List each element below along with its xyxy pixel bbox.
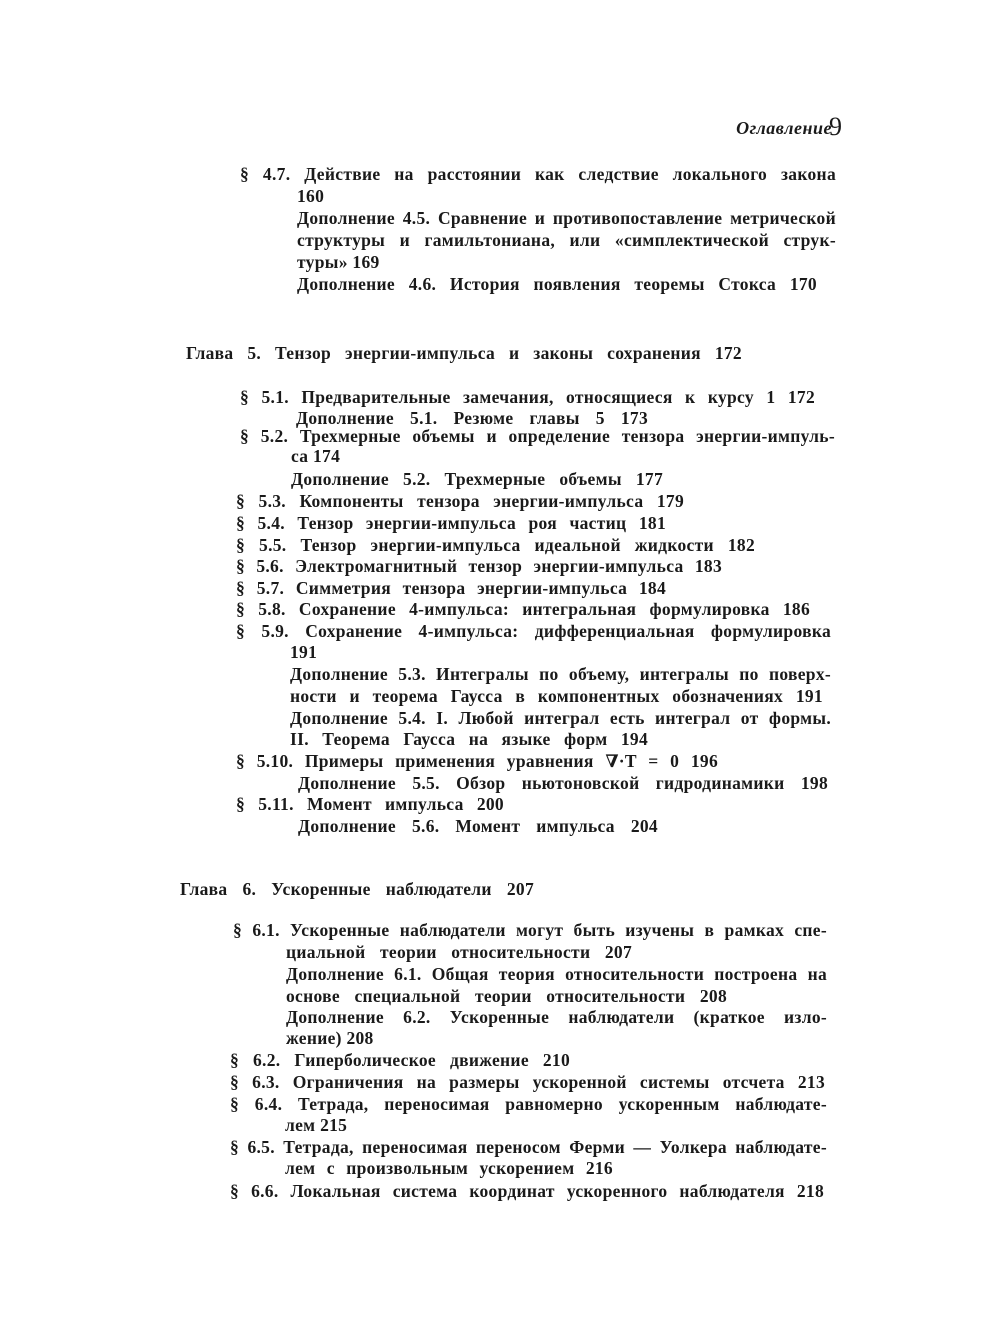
add-5-3-line-1: Дополнение 5.3. Интегралы по объему, интегралы по поверх- bbox=[290, 664, 831, 684]
sec-4-7-line-2: 160 bbox=[297, 186, 325, 206]
sec-5-10-line-1: § 5.10. Примеры применения уравнения ∇·T = 0 196 bbox=[236, 751, 718, 771]
sec-5-1-line-1: § 5.1. Предварительные замечания, относящиеся к курсу 1 172 bbox=[240, 387, 815, 407]
add-6-2-line-2: жение) 208 bbox=[286, 1028, 374, 1048]
add-6-2-line-1: Дополнение 6.2. Ускоренные наблюдатели (краткое изло- bbox=[286, 1007, 827, 1027]
sec-6-4-line-1: § 6.4. Тетрада, переносимая равномерно ускоренным наблюдате- bbox=[230, 1094, 827, 1114]
add-5-1-line-1: Дополнение 5.1. Резюме главы 5 173 bbox=[296, 408, 648, 428]
sec-6-3-line-1: § 6.3. Ограничения на размеры ускоренной системы отсчета 213 bbox=[230, 1072, 825, 1092]
add-4-5-line-2: структуры и гамильтониана, или «симплектической струк- bbox=[297, 230, 836, 250]
sec-5-2-line-1: § 5.2. Трехмерные объемы и определение тензора энергии-импуль- bbox=[240, 426, 835, 446]
add-5-6-line-1: Дополнение 5.6. Момент импульса 204 bbox=[298, 816, 658, 836]
add-4-5-line-1: Дополнение 4.5. Сравнение и противопоставление метрической bbox=[297, 208, 836, 228]
chapter-6-title: Глава 6. Ускоренные наблюдатели 207 bbox=[180, 879, 534, 899]
add-6-1-line-2: основе специальной теории относительности 208 bbox=[286, 986, 727, 1006]
add-4-6-line-1: Дополнение 4.6. История появления теоремы Стокса 170 bbox=[297, 274, 817, 294]
running-head: Оглавление bbox=[736, 118, 832, 138]
sec-5-9-line-2: 191 bbox=[290, 642, 318, 662]
sec-5-5-line-1: § 5.5. Тензор энергии-импульса идеальной жидкости 182 bbox=[236, 535, 755, 555]
sec-6-5-line-2: лем с произвольным ускорением 216 bbox=[285, 1158, 613, 1178]
sec-5-9-line-1: § 5.9. Сохранение 4-импульса: дифференциальная формулировка bbox=[236, 621, 831, 641]
add-6-1-line-1: Дополнение 6.1. Общая теория относительности построена на bbox=[286, 964, 827, 984]
page-number: 9 bbox=[829, 112, 842, 141]
sec-5-6-line-1: § 5.6. Электромагнитный тензор энергии-импульса 183 bbox=[236, 556, 722, 576]
sec-6-6-line-1: § 6.6. Локальная система координат ускоренного наблюдателя 218 bbox=[230, 1181, 824, 1201]
sec-5-8-line-1: § 5.8. Сохранение 4-импульса: интегральная формулировка 186 bbox=[236, 599, 810, 619]
add-5-4-line-2: II. Теорема Гаусса на языке форм 194 bbox=[290, 729, 648, 749]
sec-6-2-line-1: § 6.2. Гиперболическое движение 210 bbox=[230, 1050, 570, 1070]
chapter-5-title: Глава 5. Тензор энергии-импульса и законы сохранения 172 bbox=[186, 343, 742, 363]
sec-5-7-line-1: § 5.7. Симметрия тензора энергии-импульса 184 bbox=[236, 578, 666, 598]
sec-4-7-line-1: § 4.7. Действие на расстоянии как следствие локального закона bbox=[240, 164, 836, 184]
add-5-4-line-1: Дополнение 5.4. I. Любой интеграл есть интеграл от формы. bbox=[290, 708, 831, 728]
sec-6-4-line-2: лем 215 bbox=[285, 1115, 348, 1135]
add-4-5-line-3: туры» 169 bbox=[297, 252, 380, 272]
sec-5-3-line-1: § 5.3. Компоненты тензора энергии-импульса 179 bbox=[236, 491, 684, 511]
sec-6-1-line-1: § 6.1. Ускоренные наблюдатели могут быть изучены в рамках спе- bbox=[233, 920, 827, 940]
sec-5-4-line-1: § 5.4. Тензор энергии-импульса роя частиц 181 bbox=[236, 513, 666, 533]
sec-6-1-line-2: циальной теории относительности 207 bbox=[286, 942, 632, 962]
add-5-3-line-2: ности и теорема Гаусса в компонентных обозначениях 191 bbox=[290, 686, 823, 706]
sec-5-2-line-2: са 174 bbox=[291, 446, 341, 466]
sec-5-11-line-1: § 5.11. Момент импульса 200 bbox=[236, 794, 504, 814]
sec-6-5-line-1: § 6.5. Тетрада, переносимая переносом Ферми — Уолкера наблюдате- bbox=[230, 1137, 827, 1157]
add-5-5-line-1: Дополнение 5.5. Обзор ньютоновской гидродинамики 198 bbox=[298, 773, 828, 793]
add-5-2-line-1: Дополнение 5.2. Трехмерные объемы 177 bbox=[291, 469, 663, 489]
